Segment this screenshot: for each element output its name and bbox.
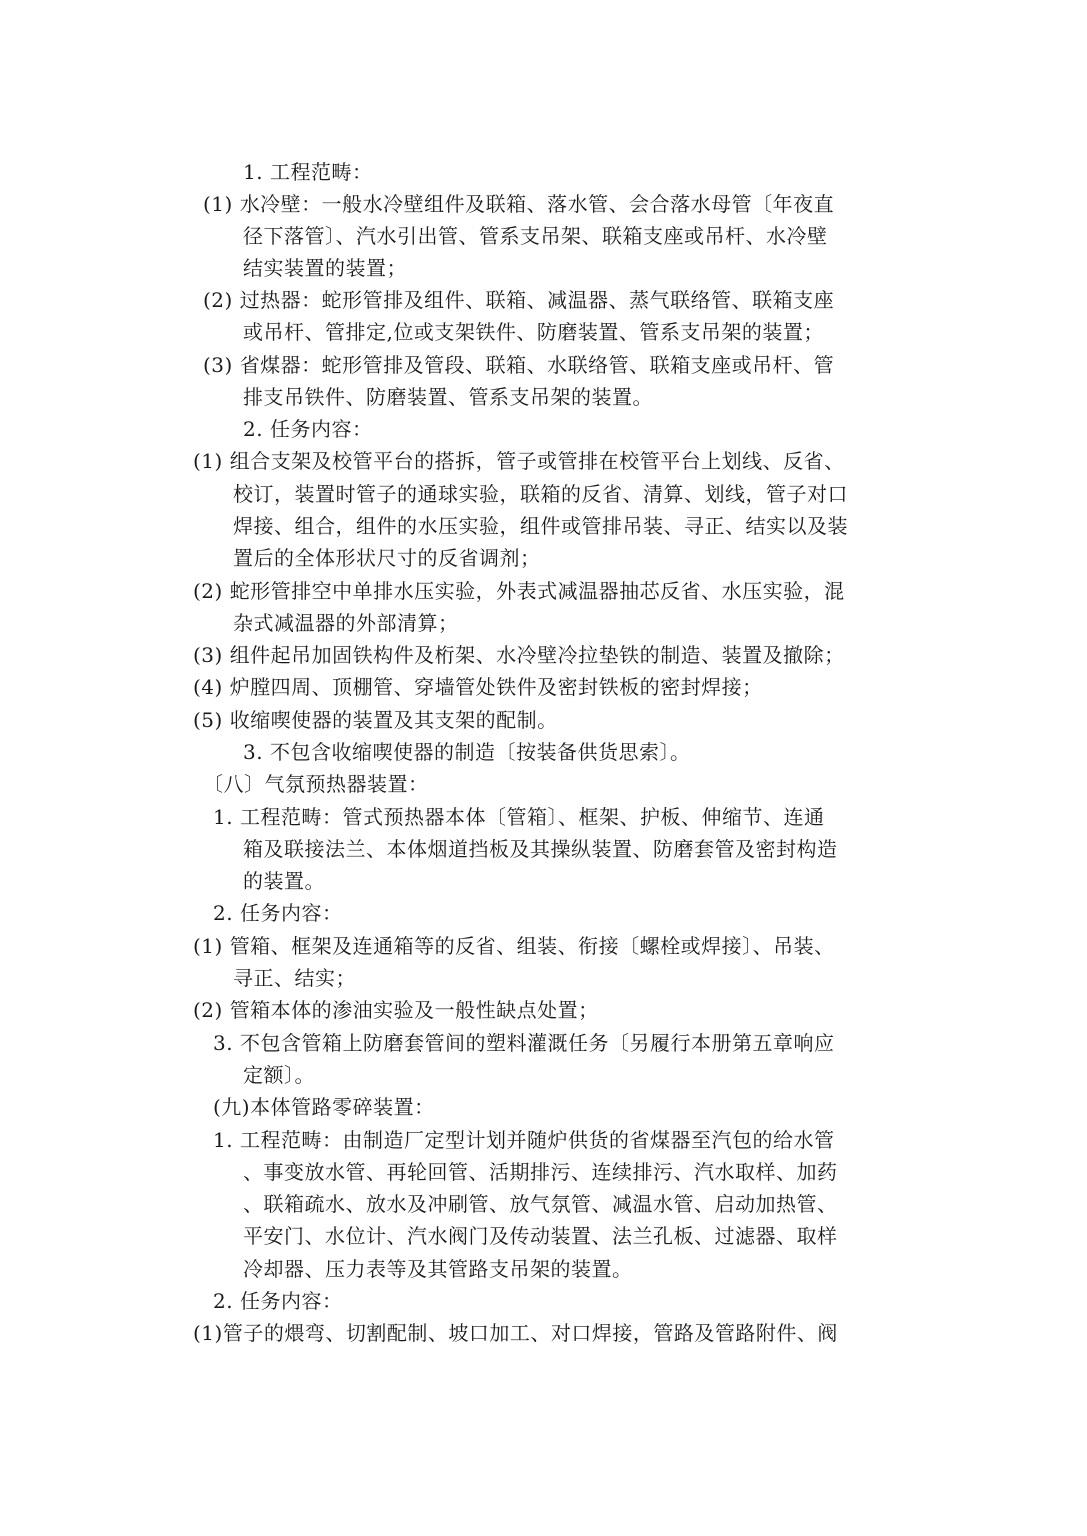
text-line: 、事变放水管、再轮回管、活期排污、连续排污、汽水取样、加药 [243,1160,838,1184]
text-line: (1) 水冷壁：一般水冷壁组件及联箱、落水管、会合落水母管〔年夜直 [203,192,835,216]
text-line: (3) 组件起吊加固铁构件及桁架、水冷壁冷拉垫铁的制造、装置及撤除； [193,643,845,667]
text-line: 排支吊铁件、防磨装置、管系支吊架的装置。 [243,385,653,409]
text-line: (4) 炉膛四周、顶棚管、穿墙管处铁件及密封铁板的密封焊接； [193,675,763,699]
text-line: 2. 任务内容： [213,1289,343,1313]
text-line: 〔八〕气氛预热器装置： [203,772,429,796]
text-line: 3. 不包含管箱上防磨套管间的塑料灌溉任务〔另履行本册第五章响应 [213,1031,835,1055]
text-line: 1. 工程范畴： [243,160,373,184]
text-line: (1) 管箱、框架及连通箱等的反省、组装、衔接〔螺栓或焊接〕、吊装、 [193,934,835,958]
text-line: 径下落管〕、汽水引出管、管系支吊架、联箱支座或吊杆、水冷壁 [243,224,828,248]
text-line: 1. 工程范畴：由制造厂定型计划并随炉供货的省煤器至汽包的给水管 [213,1128,835,1152]
text-line: 置后的全体形状尺寸的反省调剂； [233,546,541,570]
text-line: 或吊杆、管排定,位或支架铁件、防磨装置、管系支吊架的装置； [243,320,824,344]
text-line: 焊接、组合，组件的水压实验，组件或管排吊装、寻正、结实以及装 [233,514,848,538]
text-line: 2. 任务内容： [243,417,373,441]
text-line: 箱及联接法兰、本体烟道挡板及其操纵装置、防磨套管及密封构造 [243,837,838,861]
text-line: 杂式减温器的外部清算； [233,611,459,635]
text-line: 定额〕。 [243,1063,315,1087]
text-line: 、联箱疏水、放水及冲刷管、放气氛管、减温水管、启动加热管、 [243,1192,838,1216]
text-line: 的装置。 [243,869,325,893]
text-line: (2) 过热器：蛇形管排及组件、联箱、减温器、蒸气联络管、联箱支座 [203,288,835,312]
text-line: 寻正、结实； [233,966,356,990]
text-line: 结实装置的装置； [243,256,407,280]
text-line: 2. 任务内容： [213,901,343,925]
text-line: (3) 省煤器：蛇形管排及管段、联箱、水联络管、联箱支座或吊杆、管 [203,353,835,377]
text-line: (九)本体管路零碎装置： [213,1095,435,1119]
text-line: (2) 管箱本体的渗油实验及一般性缺点处置； [193,998,599,1022]
text-line: 1. 工程范畴：管式预热器本体〔管箱〕、框架、护板、伸缩节、连通 [213,805,825,829]
text-line: 3. 不包含收缩喫使器的制造〔按装备供货思索〕。 [243,740,691,764]
text-line: 平安门、水位计、汽水阀门及传动装置、法兰孔板、过滤器、取样 [243,1224,838,1248]
text-line: 校订，装置时管子的通球实验，联箱的反省、清算、划线，管子对口 [233,482,848,506]
text-line: (1) 组合支架及校管平台的搭拆，管子或管排在校管平台上划线、反省、 [193,449,845,473]
text-line: (5) 收缩喫使器的装置及其支架的配制。 [193,708,558,732]
text-line: (2) 蛇形管排空中单排水压实验，外表式减温器抽芯反省、水压实验，混 [193,579,845,603]
text-line: 冷却器、压力表等及其管路支吊架的装置。 [243,1257,633,1281]
text-line: (1)管子的煨弯、切割配制、坡口加工、对口焊接，管路及管路附件、阀 [193,1321,838,1345]
